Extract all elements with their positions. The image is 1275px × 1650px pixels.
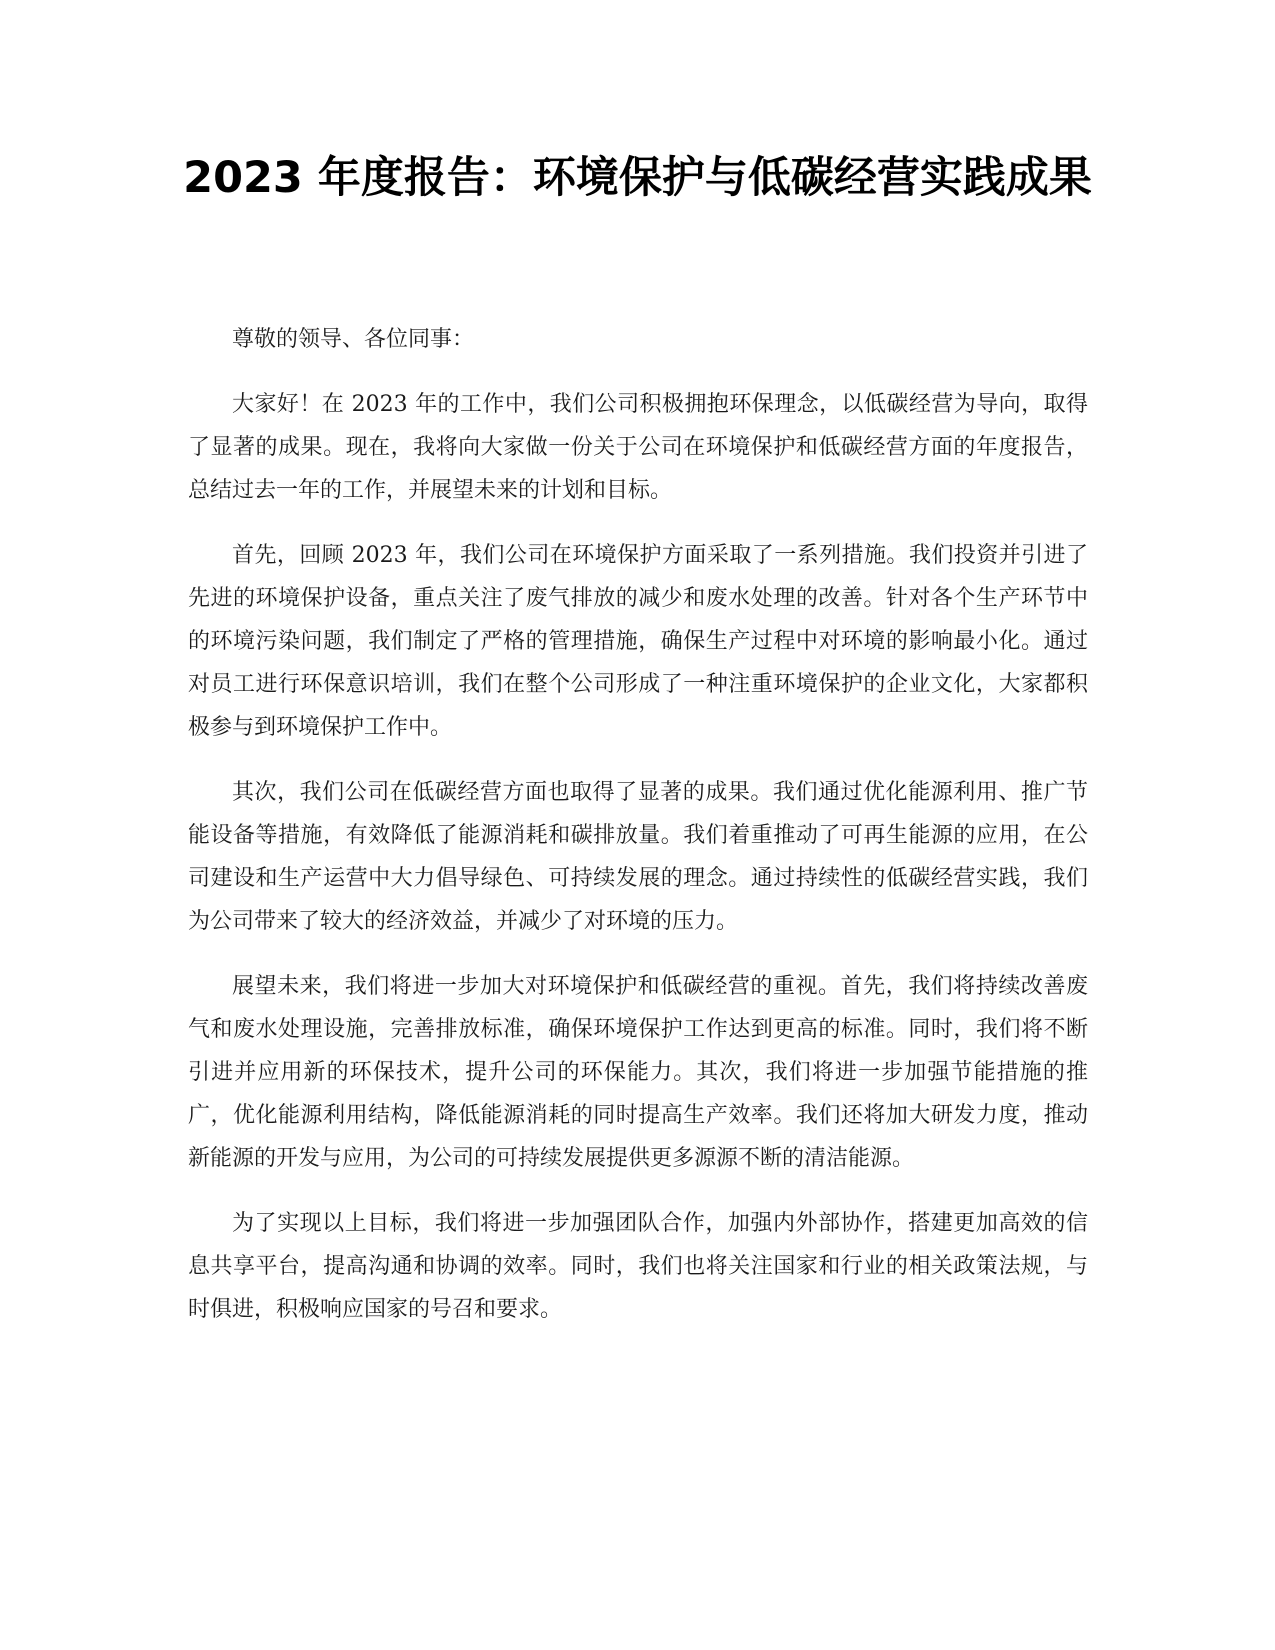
- paragraph-future-outlook: 展望未来，我们将进一步加大对环境保护和低碳经营的重视。首先，我们将持续改善废气和废水处理设施，完善排放标准，确保环境保护工作达到更高的标准。同时，我们将不断引进并应用新的环保技术，提升公司的环保能力。其次，我们将进一步加强节能措施的推广，优化能源利用结构，降低能源消耗的同时提高生产效率。我们还将加大研发力度，推动新能源的开发与应用，为公司的可持续发展提供更多源源不断的清洁能源。: [188, 974, 1088, 1171]
- paragraph-salutation: 尊敬的领导、各位同事：: [232, 327, 475, 352]
- paragraph-implementation: 为了实现以上目标，我们将进一步加强团队合作，加强内外部协作，搭建更加高效的信息共享平台，提高沟通和协调的效率。同时，我们也将关注国家和行业的相关政策法规，与时俱进，积极响应国家的号召和要求。: [188, 1211, 1088, 1322]
- document-title: 2023 年度报告：环境保护与低碳经营实践成果: [183, 153, 1092, 203]
- paragraph-environmental-review: 首先，回顾 2023 年，我们公司在环境保护方面采取了一系列措施。我们投资并引进了先进的环境保护设备，重点关注了废气排放的减少和废水处理的改善。针对各个生产环节中的环境污染问题，我们制定了严格的管理措施，确保生产过程中对环境的影响最小化。通过对员工进行环保意识培训，我们在整个公司形成了一种注重环境保护的企业文化，大家都积极参与到环境保护工作中。: [188, 543, 1088, 740]
- document-body: [188, 318, 1088, 1353]
- paragraph-introduction: 大家好！在 2023 年的工作中，我们公司积极拥抱环保理念，以低碳经营为导向，取得了显著的成果。现在，我将向大家做一份关于公司在环境保护和低碳经营方面的年度报告，总结过去一年的工作，并展望未来的计划和目标。: [188, 392, 1088, 503]
- paragraph-low-carbon-results: 其次，我们公司在低碳经营方面也取得了显著的成果。我们通过优化能源利用、推广节能设备等措施，有效降低了能源消耗和碳排放量。我们着重推动了可再生能源的应用，在公司建设和生产运营中大力倡导绿色、可持续发展的理念。通过持续性的低碳经营实践，我们为公司带来了较大的经济效益，并减少了对环境的压力。: [188, 780, 1088, 934]
